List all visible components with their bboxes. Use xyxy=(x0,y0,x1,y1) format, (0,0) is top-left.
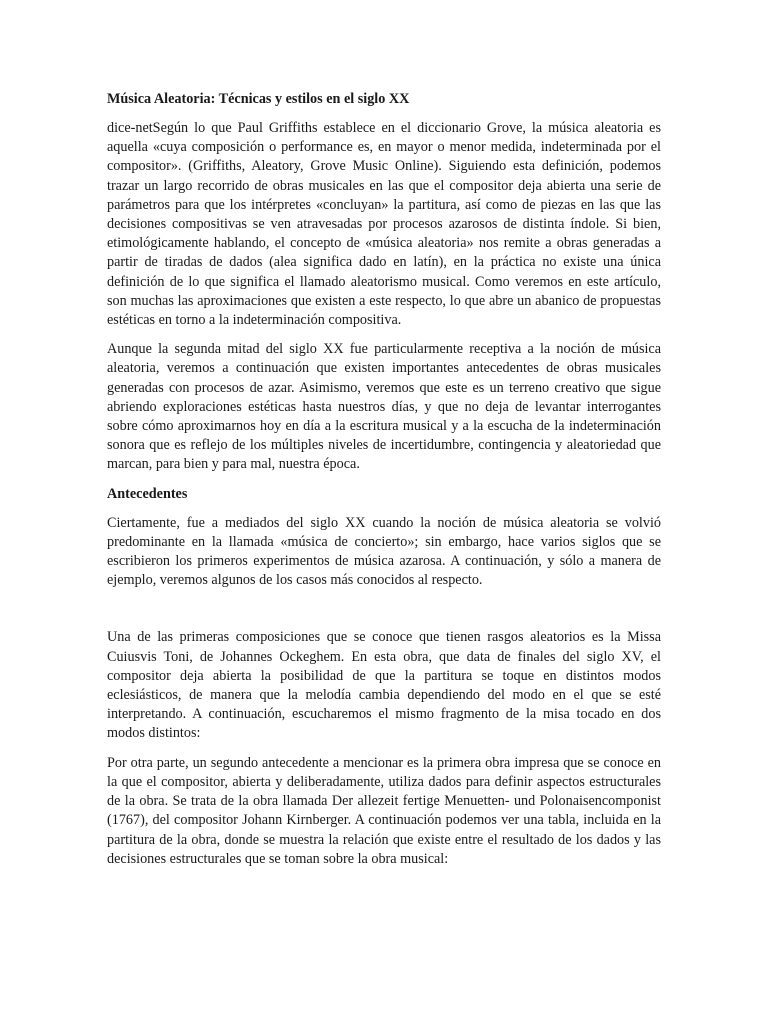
section-paragraph-3: Por otra parte, un segundo antecedente a mencionar es la primera obra impresa que se conoce en la que el compositor, abierta y deliberadamente, utiliza dados para definir aspectos estructurales de la obra. Se trata de la obra llamada Der allezeit fertige Menuetten- und Polonaisencomponist (1767), del compositor Johann Kirnberger. A continuación podemos ver una tabla, incluida en la partitura de la obra, donde se muestra la relación que existe entre el resultado de los dados y las decisiones estructurales que se toman sobre la obra musical: xyxy=(107,754,661,867)
section-heading-antecedentes: Antecedentes xyxy=(107,485,188,502)
article-title: Música Aleatoria: Técnicas y estilos en el siglo XX xyxy=(107,91,410,107)
section-paragraph-2: Una de las primeras composiciones que se conoce que tienen rasgos aleatorios es la Missa Cuiusvis Toni, de Johannes Ockeghem. En esta obra, que data de finales del siglo XV, el compositor deja abierta la posibilidad de que la partitura se toque en distintos modos eclesiásticos, de manera que la melodía cambia dependiendo del modo en el que se esté interpretando. A continuación, escucharemos el mismo fragmento de la misa tocado en dos modos distintos: xyxy=(107,629,661,742)
document-page xyxy=(107,90,661,879)
intro-paragraph-2: Aunque la segunda mitad del siglo XX fue particularmente receptiva a la noción de música aleatoria, veremos a continuación que existen importantes antecedentes de obras musicales generadas con procesos de azar. Asimismo, veremos que este es un terreno creativo que sigue abriendo exploraciones estéticas hasta nuestros días, y que no deja de levantar interrogantes sobre cómo aproximarnos hoy en día a la escritura musical y a la escucha de la indeterminación sonora que es reflejo de los múltiples niveles de incertidumbre, contingencia y aleatoriedad que marcan, para bien y para mal, nuestra época. xyxy=(107,341,661,473)
intro-paragraph-1: dice-netSegún lo que Paul Griffiths establece en el diccionario Grove, la música aleatoria es aquella «cuya composición o performance es, en mayor o menor medida, indeterminada por el compositor». (Griffiths, Aleatory, Grove Music Online). Siguiendo esta definición, podemos trazar un largo recorrido de obras musicales en las que el compositor deja abierta una serie de parámetros para que los intérpretes «concluyan» la partitura, así como de piezas en las que las decisiones compositivas se ven atravesadas por procesos azarosos de distinta índole. Si bien, etimológicamente hablando, el concepto de «música aleatoria» nos remite a obras generadas a partir de tiradas de dados (alea significa dado en latín), en la práctica no existe una única definición de lo que significa el llamado aleatorismo musical. Como veremos en este artículo, son muchas las aproximaciones que existen a este respecto, lo que abre un abanico de propuestas estéticas en torno a la indeterminación compositiva. xyxy=(107,120,661,329)
blank-gap xyxy=(107,600,661,628)
section-paragraph-1: Ciertamente, fue a mediados del siglo XX cuando la noción de música aleatoria se volvió predominante en la llamada «música de concierto»; sin embargo, hace varios siglos que se escribieron los primeros experimentos de música azarosa. A continuación, y sólo a manera de ejemplo, veremos algunos de los casos más conocidos al respecto. xyxy=(107,514,661,589)
